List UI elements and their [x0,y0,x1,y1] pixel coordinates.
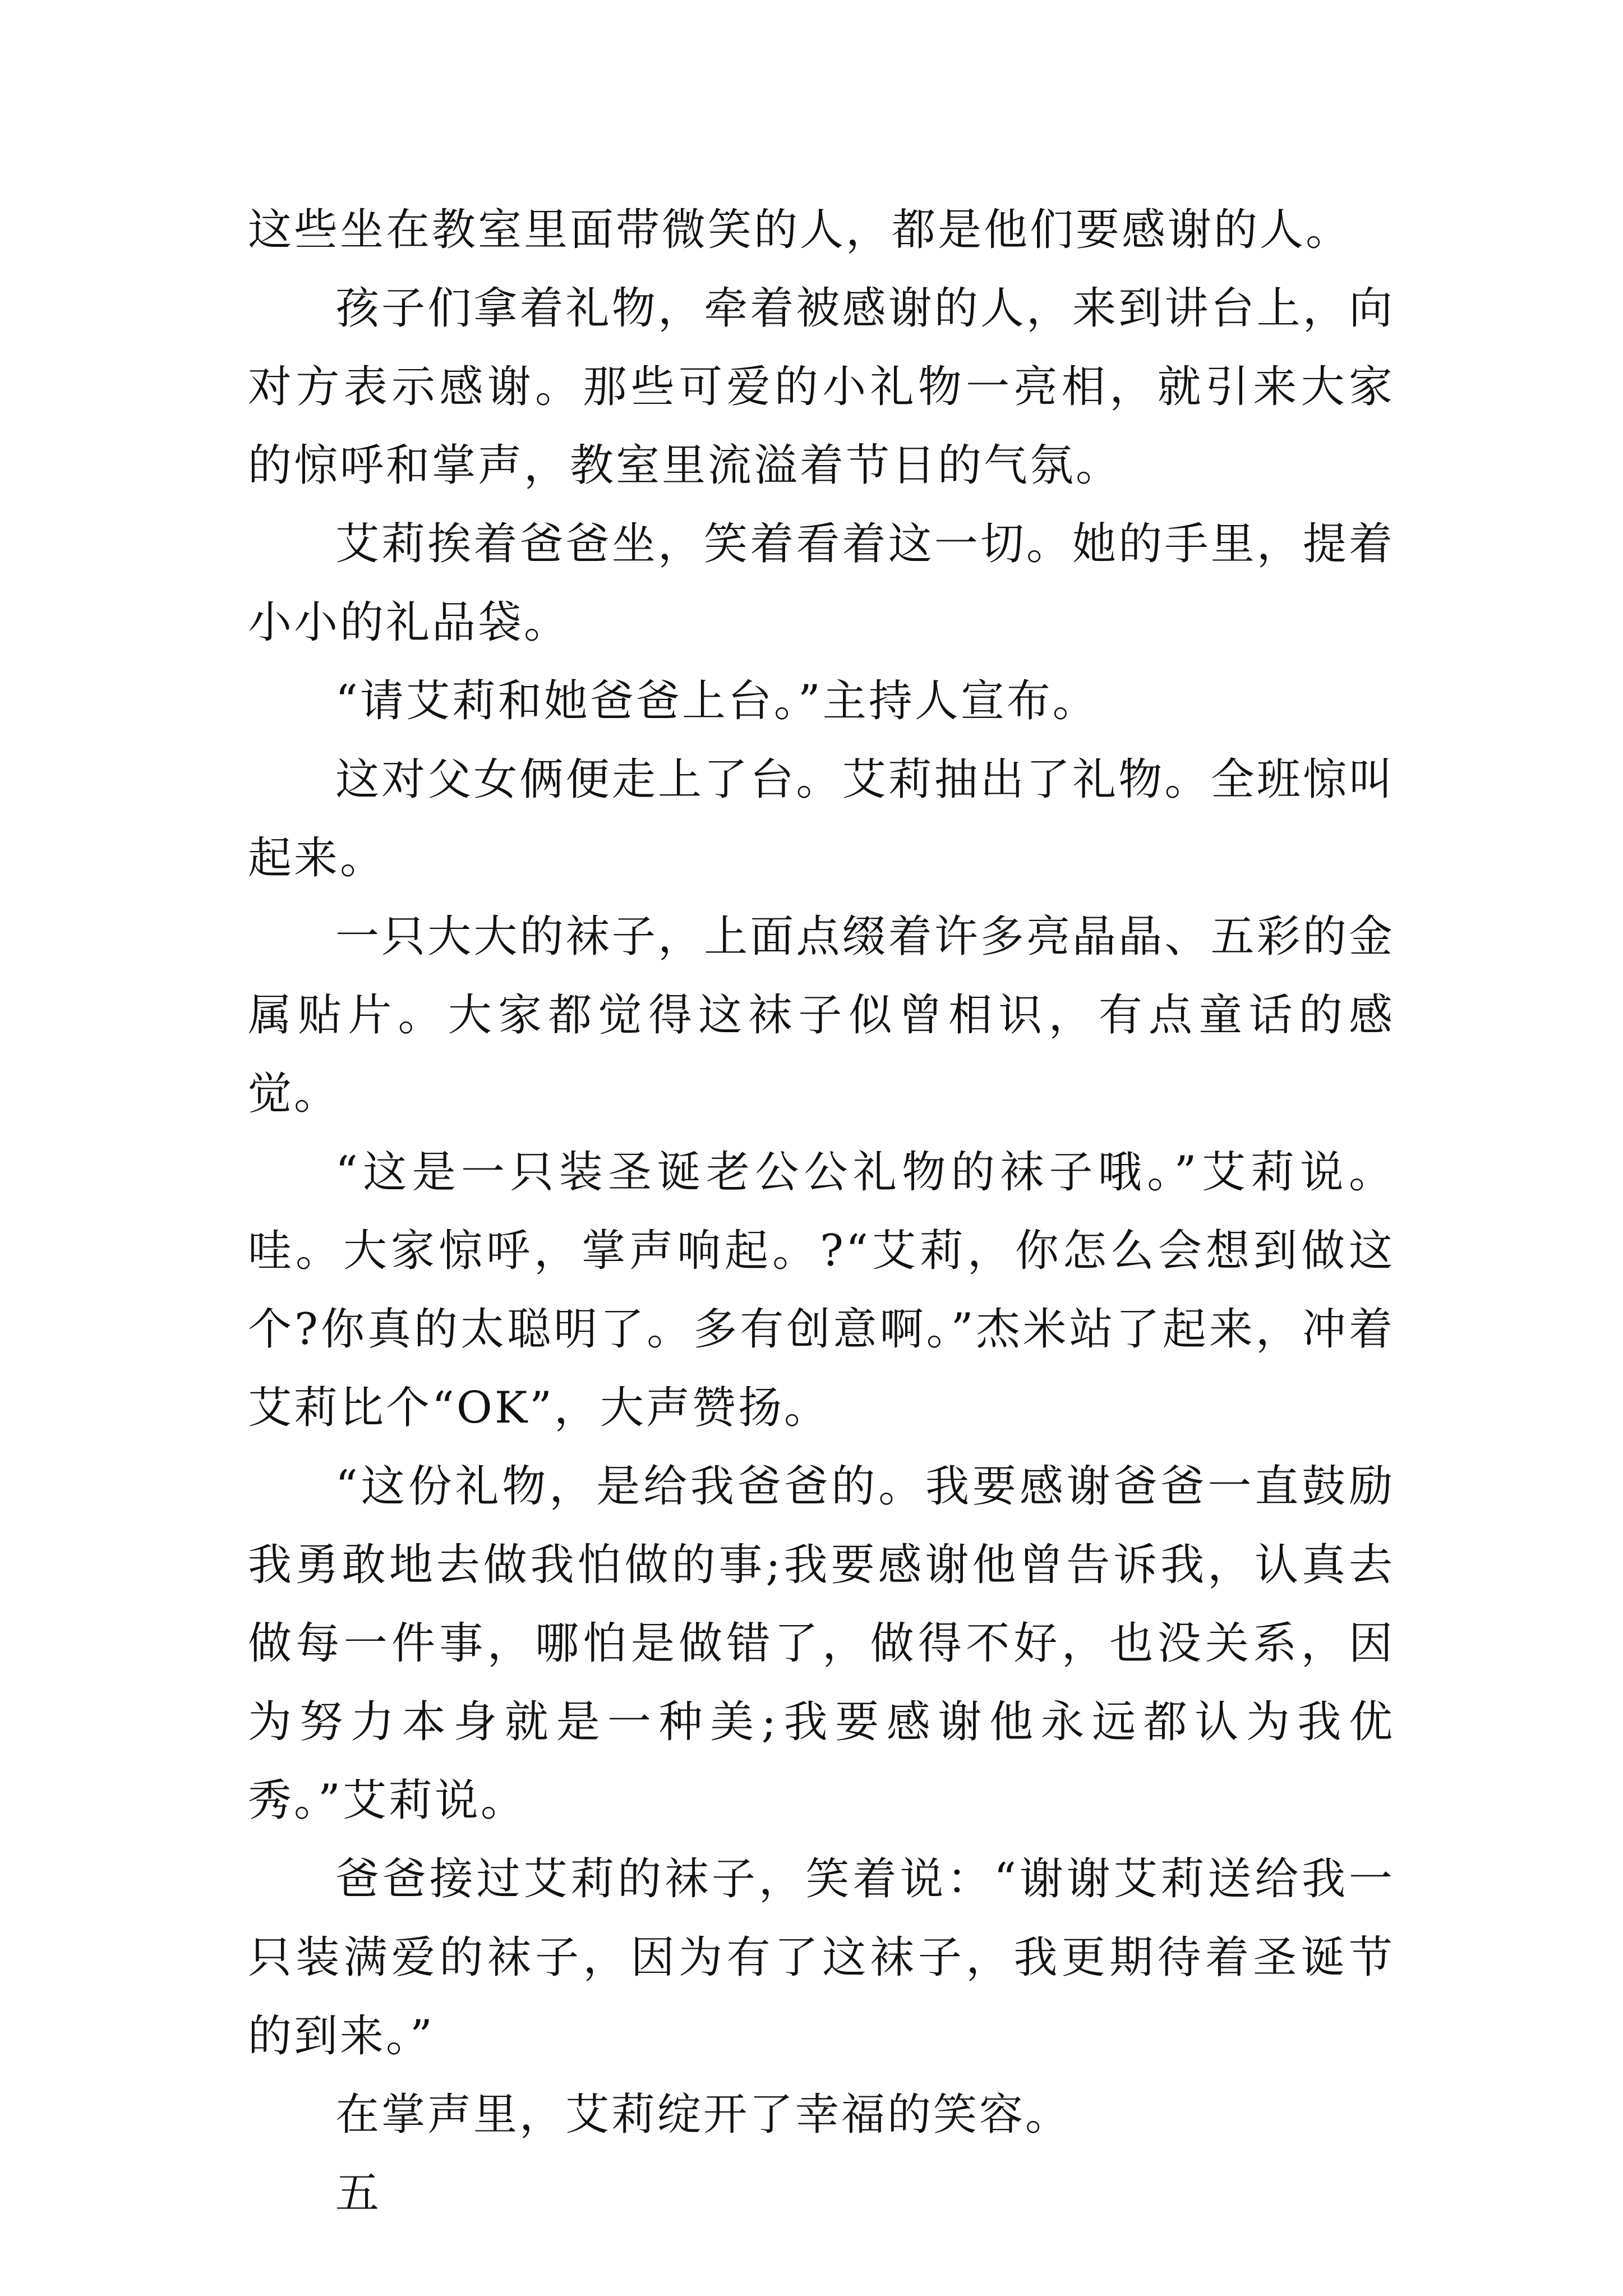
paragraph-6: 一只大大的袜子，上面点缀着许多亮晶晶、五彩的金属贴片。大家都觉得这袜子似曾相识，有点童话的感觉。 [248,912,1395,1119]
paragraph-1: 这些坐在教室里面带微笑的人，都是他们要感谢的人。 [248,205,1352,255]
paragraph-9: 爸爸接过艾莉的袜子，笑着说：“谢谢艾莉送给我一只装满爱的袜子，因为有了这袜子，我更期待着圣诞节的到来。” [248,1854,1395,2062]
paragraph-7: “这是一只装圣诞老公公礼物的袜子哦。”艾莉说。哇。大家惊呼，掌声响起。?“艾莉，你怎么会想到做这个?你真的太聪明了。多有创意啊。”杰米站了起来，冲着艾莉比个“OK”，大声赞扬。 [248,1147,1395,1433]
paragraph-3: 艾莉挨着爸爸坐，笑着看着这一切。她的手里，提着小小的礼品袋。 [248,519,1395,648]
section-number: 五 [335,2168,382,2219]
paragraph-2: 孩子们拿着礼物，牵着被感谢的人，来到讲台上，向对方表示感谢。那些可爱的小礼物一亮相，就引来大家的惊呼和掌声，教室里流溢着节日的气氛。 [248,283,1395,491]
paragraph-5: 这对父女俩便走上了台。艾莉抽出了礼物。全班惊叫起来。 [248,754,1395,884]
document-body [248,191,1395,2233]
paragraph-4: “请艾莉和她爸爸上台。”主持人宣布。 [335,676,1099,726]
paragraph-10: 在掌声里，艾莉绽开了幸福的笑容。 [335,2090,1072,2140]
paragraph-8: “这份礼物，是给我爸爸的。我要感谢爸爸一直鼓励我勇敢地去做我怕做的事;我要感谢他曾告诉我，认真去做每一件事，哪怕是做错了，做得不好，也没关系，因为努力本身就是一种美;我要感谢他永远都认为我优秀。”艾莉说。 [248,1461,1395,1826]
